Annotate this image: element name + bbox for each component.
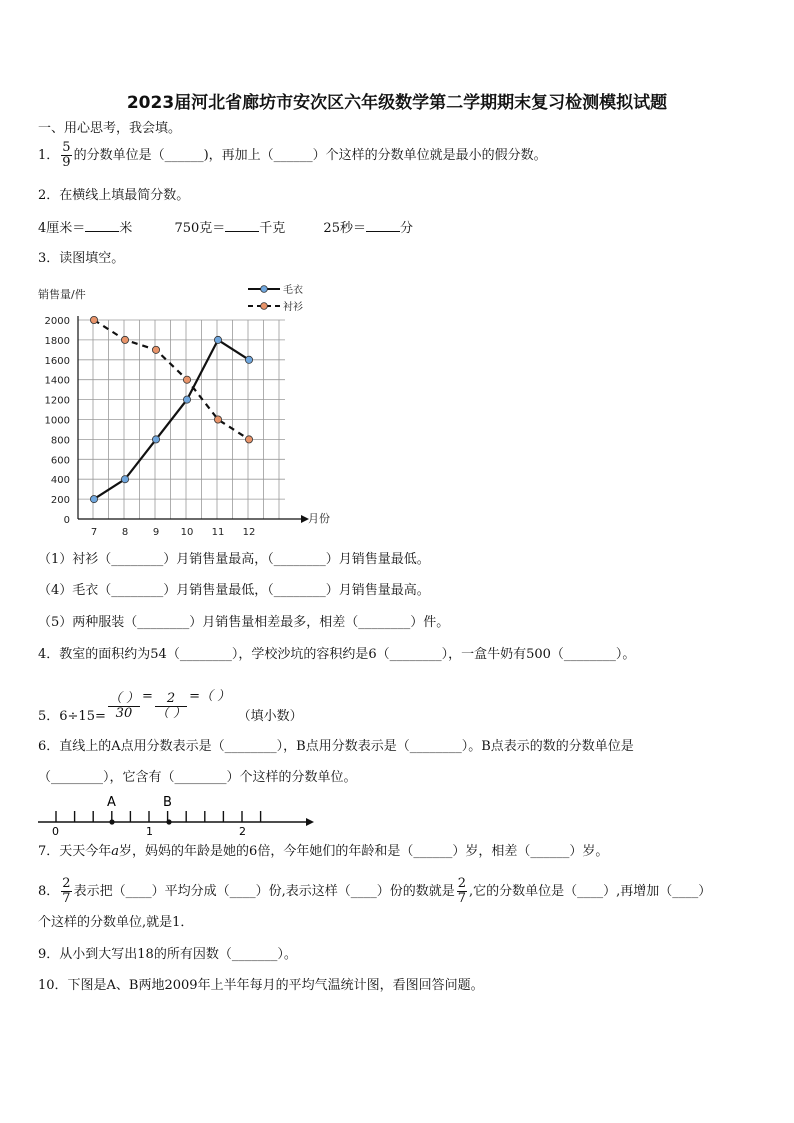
question-9: 9．从小到大写出18的所有因数（_______）。 (38, 947, 297, 962)
x-tick-label: 11 (211, 527, 225, 538)
fraction-blank-30: $\frac{( )}{30}$ (108, 691, 140, 721)
y-tick-label: 0 (63, 515, 70, 526)
data-point (214, 336, 221, 343)
data-point (90, 496, 97, 503)
y-tick-label: 600 (50, 455, 70, 467)
point-a (109, 819, 114, 824)
data-point (121, 476, 128, 483)
fraction-2-7-b: $\frac{2}{7}$ (457, 876, 466, 906)
legend-marker (261, 303, 268, 310)
line-chart (30, 280, 350, 538)
label-a: A (107, 795, 116, 810)
data-point (183, 376, 190, 383)
x-tick-label: 9 (152, 527, 160, 538)
question-4: 4．教室的面积约为54（________），学校沙坑的容积约是6（________），一盒牛奶有500（________）。 (38, 647, 636, 662)
legend-label: 毛衣 (283, 285, 303, 296)
chart-axes (45, 316, 309, 538)
tick-label-2: 2 (239, 825, 246, 838)
y-tick-label: 200 (50, 495, 70, 507)
y-tick-label: 1600 (44, 355, 70, 367)
data-point (152, 436, 159, 443)
question-2-items: 4厘米＝ 米 750克＝ 千克 25秒＝ 分 (38, 218, 413, 238)
data-point (245, 436, 252, 443)
fraction-5-9: $\frac{5}{9}$ (62, 140, 71, 170)
tick-label-0: 0 (52, 825, 59, 838)
section-heading: 一、用心思考，我会填。 (38, 121, 182, 136)
x-tick-label: 12 (242, 527, 256, 538)
question-3-sub1: （1）衬衫（________）月销售量最高，（________）月销售量最低。 (38, 552, 430, 567)
question-5: 5．6÷15= $\frac{( )}{30}$ = $\frac{2}{( )}$ =（ ）（填小数） (38, 689, 303, 724)
x-tick-label: 8 (121, 527, 129, 538)
chart-legend (248, 283, 303, 313)
question-6-line1: 6．直线上的A点用分数表示是（________），B点用分数表示是（________）。B点表示的数的分数单位是 (38, 739, 634, 754)
y-tick-label: 1800 (44, 335, 70, 347)
y-tick-label: 400 (50, 475, 70, 487)
fraction-2-7: $\frac{2}{7}$ (62, 876, 71, 906)
question-7: 7．天天今年a岁，妈妈的年龄是她的6倍，今年她们的年龄和是（______）岁，相差（______）岁。 (38, 844, 609, 859)
y-tick-label: 1000 (44, 415, 70, 427)
data-point (214, 416, 221, 423)
chart-series (90, 316, 252, 502)
number-line (36, 790, 316, 838)
data-point (183, 396, 190, 403)
answer-blank[interactable] (85, 218, 119, 232)
tick-label-1: 1 (146, 825, 153, 838)
legend-label: 衬衫 (283, 302, 303, 313)
label-b: B (163, 795, 172, 810)
x-axis-label: 月份 (308, 512, 330, 525)
question-8-line2: 个这样的分数单位,就是1． (38, 915, 194, 930)
x-tick-label: 10 (180, 527, 194, 538)
y-axis-label: 销售量/件 (38, 288, 86, 301)
y-tick-label: 2000 (44, 316, 70, 327)
question-2: 2．在横线上填最简分数。 (38, 188, 190, 203)
data-point (90, 316, 97, 323)
y-tick-label: 1200 (44, 395, 70, 407)
question-3-sub4: （4）毛衣（________）月销售量最低，（________）月销售量最高。 (38, 583, 430, 598)
data-point (121, 336, 128, 343)
y-tick-label: 800 (50, 435, 70, 447)
fraction-2-blank: $\frac{2}{( )}$ (155, 691, 187, 721)
question-8: 8． $\frac{2}{7}$ 表示把（____）平均分成（____）份,表示这样（____）份的数就是 $\frac{2}{7}$ ,它的分数单位是（____）,再增加（____） (38, 876, 712, 906)
answer-blank[interactable] (225, 218, 259, 232)
x-tick-label: 7 (90, 527, 98, 538)
page-title: 2023届河北省廊坊市安次区六年级数学第二学期期末复习检测模拟试题 (126, 93, 668, 113)
question-10: 10．下图是A、B两地2009年上半年每月的平均气温统计图，看图回答问题。 (38, 978, 484, 993)
question-1: 1． $\frac{5}{9}$ 的分数单位是（______)，再加上（______）个这样的分数单位就是最小的假分数。 (38, 140, 547, 170)
question-3: 3．读图填空。 (38, 251, 125, 266)
point-b (166, 819, 171, 824)
legend-marker (261, 286, 268, 293)
question-3-sub5: （5）两种服装（________）月销售量相差最多，相差（________）件。 (38, 615, 450, 630)
answer-blank[interactable] (366, 218, 400, 232)
question-6-line2: （________），它含有（________）个这样的分数单位。 (38, 770, 357, 785)
data-point (245, 356, 252, 363)
y-tick-label: 1400 (44, 375, 70, 387)
data-point (152, 346, 159, 353)
